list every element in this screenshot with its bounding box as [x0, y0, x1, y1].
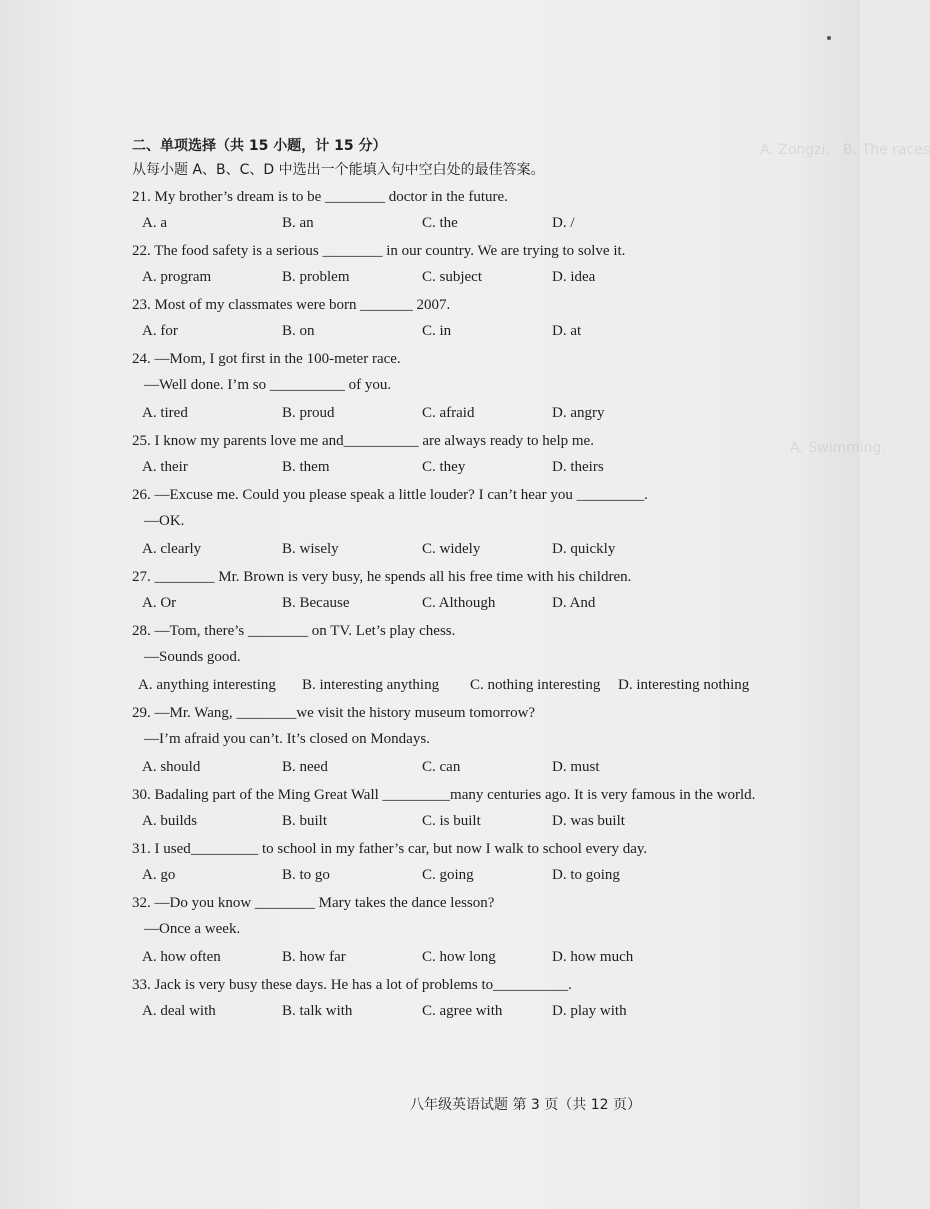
answer-option-c[interactable]: C. nothing interesting: [470, 677, 601, 693]
answer-option-d[interactable]: D. must: [552, 759, 600, 775]
answer-option-c[interactable]: C. how long: [422, 949, 496, 965]
answer-option-b[interactable]: B. an: [282, 215, 314, 231]
question-stem: 29. —Mr. Wang, ________we visit the history museum tomorrow?: [132, 705, 536, 721]
answer-option-c[interactable]: C. is built: [422, 813, 481, 829]
answer-option-b[interactable]: B. problem: [282, 269, 350, 285]
answer-option-d[interactable]: D. /: [552, 215, 575, 231]
dialog-line: —OK.: [144, 513, 185, 529]
answer-option-c[interactable]: C. afraid: [422, 405, 475, 421]
answer-options: [132, 268, 832, 296]
answer-options: [132, 540, 832, 568]
question-item: [132, 568, 832, 622]
answer-options: [132, 812, 832, 840]
answer-option-c[interactable]: C. agree with: [422, 1003, 503, 1019]
answer-options: [132, 594, 832, 622]
answer-option-d[interactable]: D. how much: [552, 949, 634, 965]
question-item: [132, 296, 832, 350]
answer-option-c[interactable]: C. subject: [422, 269, 482, 285]
answer-option-d[interactable]: D. And: [552, 595, 596, 611]
answer-option-d[interactable]: D. theirs: [552, 459, 604, 475]
question-item: [132, 976, 832, 1030]
answer-options: [132, 458, 832, 486]
question-stem: 27. ________ Mr. Brown is very busy, he spends all his free time with his children.: [132, 569, 632, 585]
answer-options: [132, 214, 832, 242]
answer-option-a[interactable]: A. deal with: [142, 1003, 216, 1019]
question-section: [132, 138, 832, 1030]
answer-option-d[interactable]: D. interesting nothing: [618, 677, 750, 693]
answer-option-b[interactable]: B. proud: [282, 405, 335, 421]
dialog-line: —I’m afraid you can’t. It’s closed on Mondays.: [144, 731, 430, 747]
question-item: [132, 894, 832, 976]
answer-option-a[interactable]: A. program: [142, 269, 212, 285]
answer-option-d[interactable]: D. was built: [552, 813, 625, 829]
section-instruction: 从每小题 A、B、C、D 中选出一个能填入句中空白处的最佳答案。: [132, 162, 545, 178]
question-item: [132, 486, 832, 568]
question-stem: 33. Jack is very busy these days. He has a lot of problems to__________.: [132, 977, 572, 993]
paper-speck: [827, 36, 831, 40]
question-item: [132, 432, 832, 486]
answer-option-d[interactable]: D. to going: [552, 867, 620, 883]
question-stem: 23. Most of my classmates were born _______ 2007.: [132, 297, 451, 313]
question-list: [132, 188, 832, 1030]
answer-option-b[interactable]: B. on: [282, 323, 315, 339]
answer-option-a[interactable]: A. tired: [142, 405, 188, 421]
answer-option-c[interactable]: C. can: [422, 759, 461, 775]
answer-option-a[interactable]: A. anything interesting: [138, 677, 276, 693]
answer-options: [132, 676, 832, 704]
answer-option-a[interactable]: A. a: [142, 215, 167, 231]
dialog-line: —Sounds good.: [144, 649, 241, 665]
question-stem: 31. I used_________ to school in my father’s car, but now I walk to school every day.: [132, 841, 648, 857]
question-stem: 28. —Tom, there’s ________ on TV. Let’s play chess.: [132, 623, 456, 639]
answer-option-b[interactable]: B. talk with: [282, 1003, 353, 1019]
question-item: [132, 350, 832, 432]
answer-option-d[interactable]: D. at: [552, 323, 582, 339]
answer-option-a[interactable]: A. how often: [142, 949, 221, 965]
answer-options: [132, 948, 832, 976]
question-stem: 21. My brother’s dream is to be ________ doctor in the future.: [132, 189, 508, 205]
answer-option-a[interactable]: A. builds: [142, 813, 198, 829]
bleed-through-text: A. Zongzi. B. The races: [760, 142, 930, 158]
answer-options: [132, 866, 832, 894]
answer-option-a[interactable]: A. Or: [142, 595, 177, 611]
answer-option-b[interactable]: B. need: [282, 759, 328, 775]
dialog-line: —Once a week.: [144, 921, 241, 937]
answer-option-c[interactable]: C. in: [422, 323, 452, 339]
answer-options: [132, 1002, 832, 1030]
answer-options: [132, 322, 832, 350]
answer-option-a[interactable]: A. go: [142, 867, 176, 883]
question-item: [132, 622, 832, 704]
answer-option-d[interactable]: D. quickly: [552, 541, 616, 557]
dialog-line: —Well done. I’m so __________ of you.: [144, 377, 392, 393]
question-stem: 25. I know my parents love me and__________ are always ready to help me.: [132, 433, 594, 449]
question-item: [132, 242, 832, 296]
answer-option-d[interactable]: D. angry: [552, 405, 605, 421]
question-stem: 30. Badaling part of the Ming Great Wall _________many centuries ago. It is very famous in the world.: [132, 787, 756, 803]
question-stem: 22. The food safety is a serious ________ in our country. We are trying to solve it.: [132, 243, 626, 259]
question-stem: 24. —Mom, I got first in the 100-meter race.: [132, 351, 401, 367]
question-item: [132, 704, 832, 786]
answer-options: [132, 404, 832, 432]
section-title: 二、单项选择（共 15 小题，计 15 分）: [132, 138, 387, 154]
answer-option-b[interactable]: B. Because: [282, 595, 350, 611]
question-stem: 26. —Excuse me. Could you please speak a little louder? I can’t hear you _________.: [132, 487, 648, 503]
answer-option-c[interactable]: C. widely: [422, 541, 481, 557]
answer-options: [132, 758, 832, 786]
answer-option-a[interactable]: A. should: [142, 759, 201, 775]
answer-option-b[interactable]: B. wisely: [282, 541, 339, 557]
question-item: [132, 840, 832, 894]
bleed-through-text: A. Swimming.: [790, 440, 886, 456]
answer-option-d[interactable]: D. play with: [552, 1003, 627, 1019]
answer-option-a[interactable]: A. their: [142, 459, 188, 475]
answer-option-c[interactable]: C. Although: [422, 595, 496, 611]
answer-option-c[interactable]: C. they: [422, 459, 466, 475]
answer-option-b[interactable]: B. to go: [282, 867, 330, 883]
question-item: [132, 786, 832, 840]
answer-option-a[interactable]: A. for: [142, 323, 178, 339]
answer-option-c[interactable]: C. the: [422, 215, 458, 231]
page-footer: 八年级英语试题 第 3 页（共 12 页）: [410, 1097, 641, 1113]
answer-option-b[interactable]: B. built: [282, 813, 328, 829]
question-item: [132, 188, 832, 242]
answer-option-a[interactable]: A. clearly: [142, 541, 202, 557]
answer-option-b[interactable]: B. how far: [282, 949, 346, 965]
answer-option-b[interactable]: B. interesting anything: [302, 677, 440, 693]
answer-option-c[interactable]: C. going: [422, 867, 474, 883]
question-stem: 32. —Do you know ________ Mary takes the dance lesson?: [132, 895, 495, 911]
answer-option-d[interactable]: D. idea: [552, 269, 596, 285]
answer-option-b[interactable]: B. them: [282, 459, 330, 475]
